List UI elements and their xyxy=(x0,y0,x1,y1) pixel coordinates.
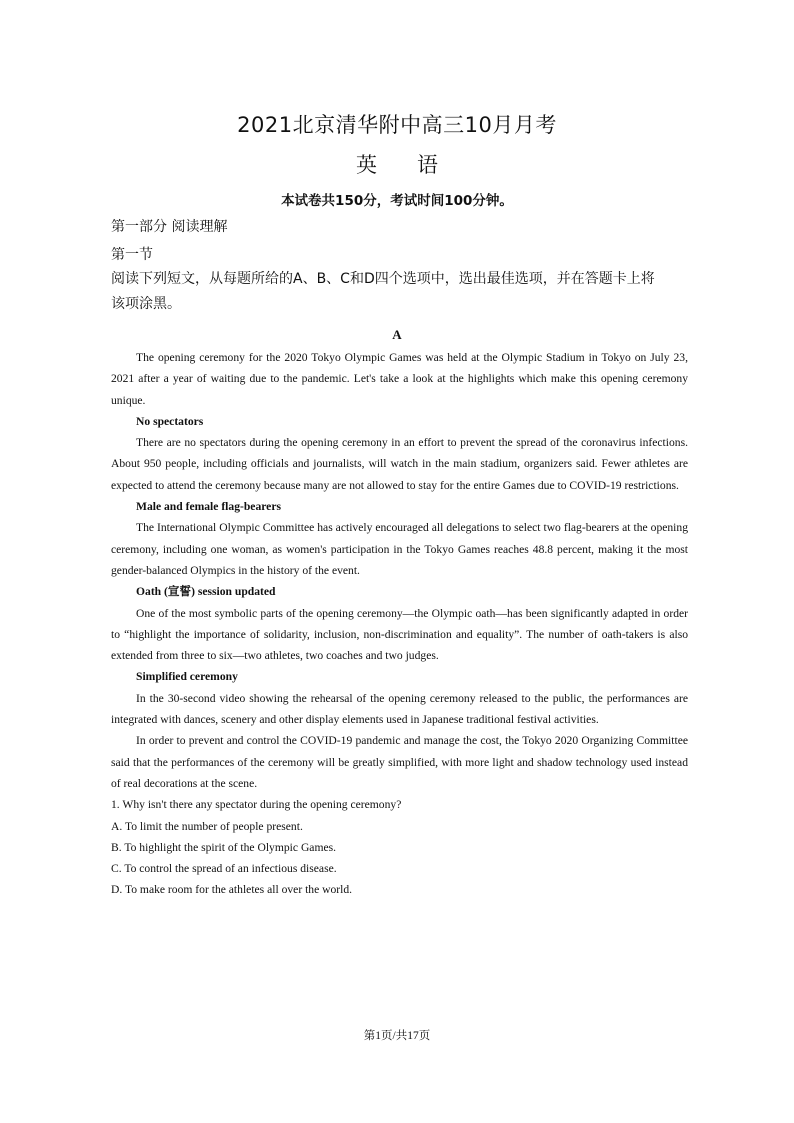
subheading-simplified: Simplified ceremony xyxy=(136,670,238,684)
exam-subject xyxy=(0,149,794,179)
question-stem: 1. Why isn't there any spectator during the opening ceremony? xyxy=(111,798,402,812)
paragraph-5: In the 30-second video showing the rehearsal of the opening ceremony released to the public, the performances are integrated with dances, scenery and other display elements used in Japanese traditional festival activities. xyxy=(111,691,688,727)
instruction-line-1: 阅读下列短文，从每题所给的A、B、C和D四个选项中，选出最佳选项，并在答题卡上将 xyxy=(111,271,655,287)
exam-title: 2021北京清华附中高三10月月考 xyxy=(237,113,557,137)
subheading-oath: Oath (宣誓) session updated xyxy=(136,585,276,599)
paragraph-2: There are no spectators during the opening ceremony in an effort to prevent the spread of the coronavirus infections. About 950 people, including officials and journalists, will watch in the main stadium, organizers said. Fewer athletes are expected to attend the ceremony because many are not allowed to stay for the entire Games due to COVID-19 restrictions. xyxy=(111,436,688,492)
exam-info: 本试卷共150分，考试时间100分钟。 xyxy=(281,193,513,209)
option-b: B. To highlight the spirit of the Olympic Games. xyxy=(111,840,337,854)
paragraph-3: The International Olympic Committee has actively encouraged all delegations to select two flag-bearers at the opening ceremony, including one woman, as women's participation in the Tokyo Games reaches 48.8 percent, making it the most gender-balanced Olympics in the history of the event. xyxy=(111,521,688,577)
passage-label: A xyxy=(392,327,402,342)
option-d: D. To make room for the athletes all over the world. xyxy=(111,883,353,897)
option-c: C. To control the spread of an infectious disease. xyxy=(111,862,337,876)
paragraph-4: One of the most symbolic parts of the opening ceremony—the Olympic oath—has been significantly adapted in order to “highlight the importance of solidarity, inclusion, non-discrimination and equality”. The number of oath-takers is also extended from three to six—two athletes, two coaches and two judges. xyxy=(111,606,688,663)
part-heading: 第一部分 阅读理解 xyxy=(111,219,228,235)
page-footer: 第1页/共17页 xyxy=(363,1030,431,1042)
section-heading: 第一节 xyxy=(111,247,153,263)
instruction-line-2: 该项涂黑。 xyxy=(111,296,181,312)
passage-body xyxy=(111,347,688,901)
subject-char-2: 语 xyxy=(417,153,438,177)
option-a: A. To limit the number of people present. xyxy=(111,819,303,833)
paragraph-1: The opening ceremony for the 2020 Tokyo Olympic Games was held at the Olympic Stadium in Tokyo on July 23, 2021 after a year of waiting due to the pandemic. Let's take a look at the highlights which make this opening ceremony unique. xyxy=(111,351,688,407)
subheading-flag-bearers: Male and female flag-bearers xyxy=(136,500,281,514)
paragraph-6: In order to prevent and control the COVID-19 pandemic and manage the cost, the Tokyo 2020 Organizing Committee said that the performances of the ceremony will be greatly simplified, with more light and shadow technology used instead of real decorations at the scene. xyxy=(111,734,688,790)
subject-char-1: 英 xyxy=(356,153,377,177)
instructions xyxy=(111,267,691,317)
subheading-no-spectators: No spectators xyxy=(136,414,204,428)
